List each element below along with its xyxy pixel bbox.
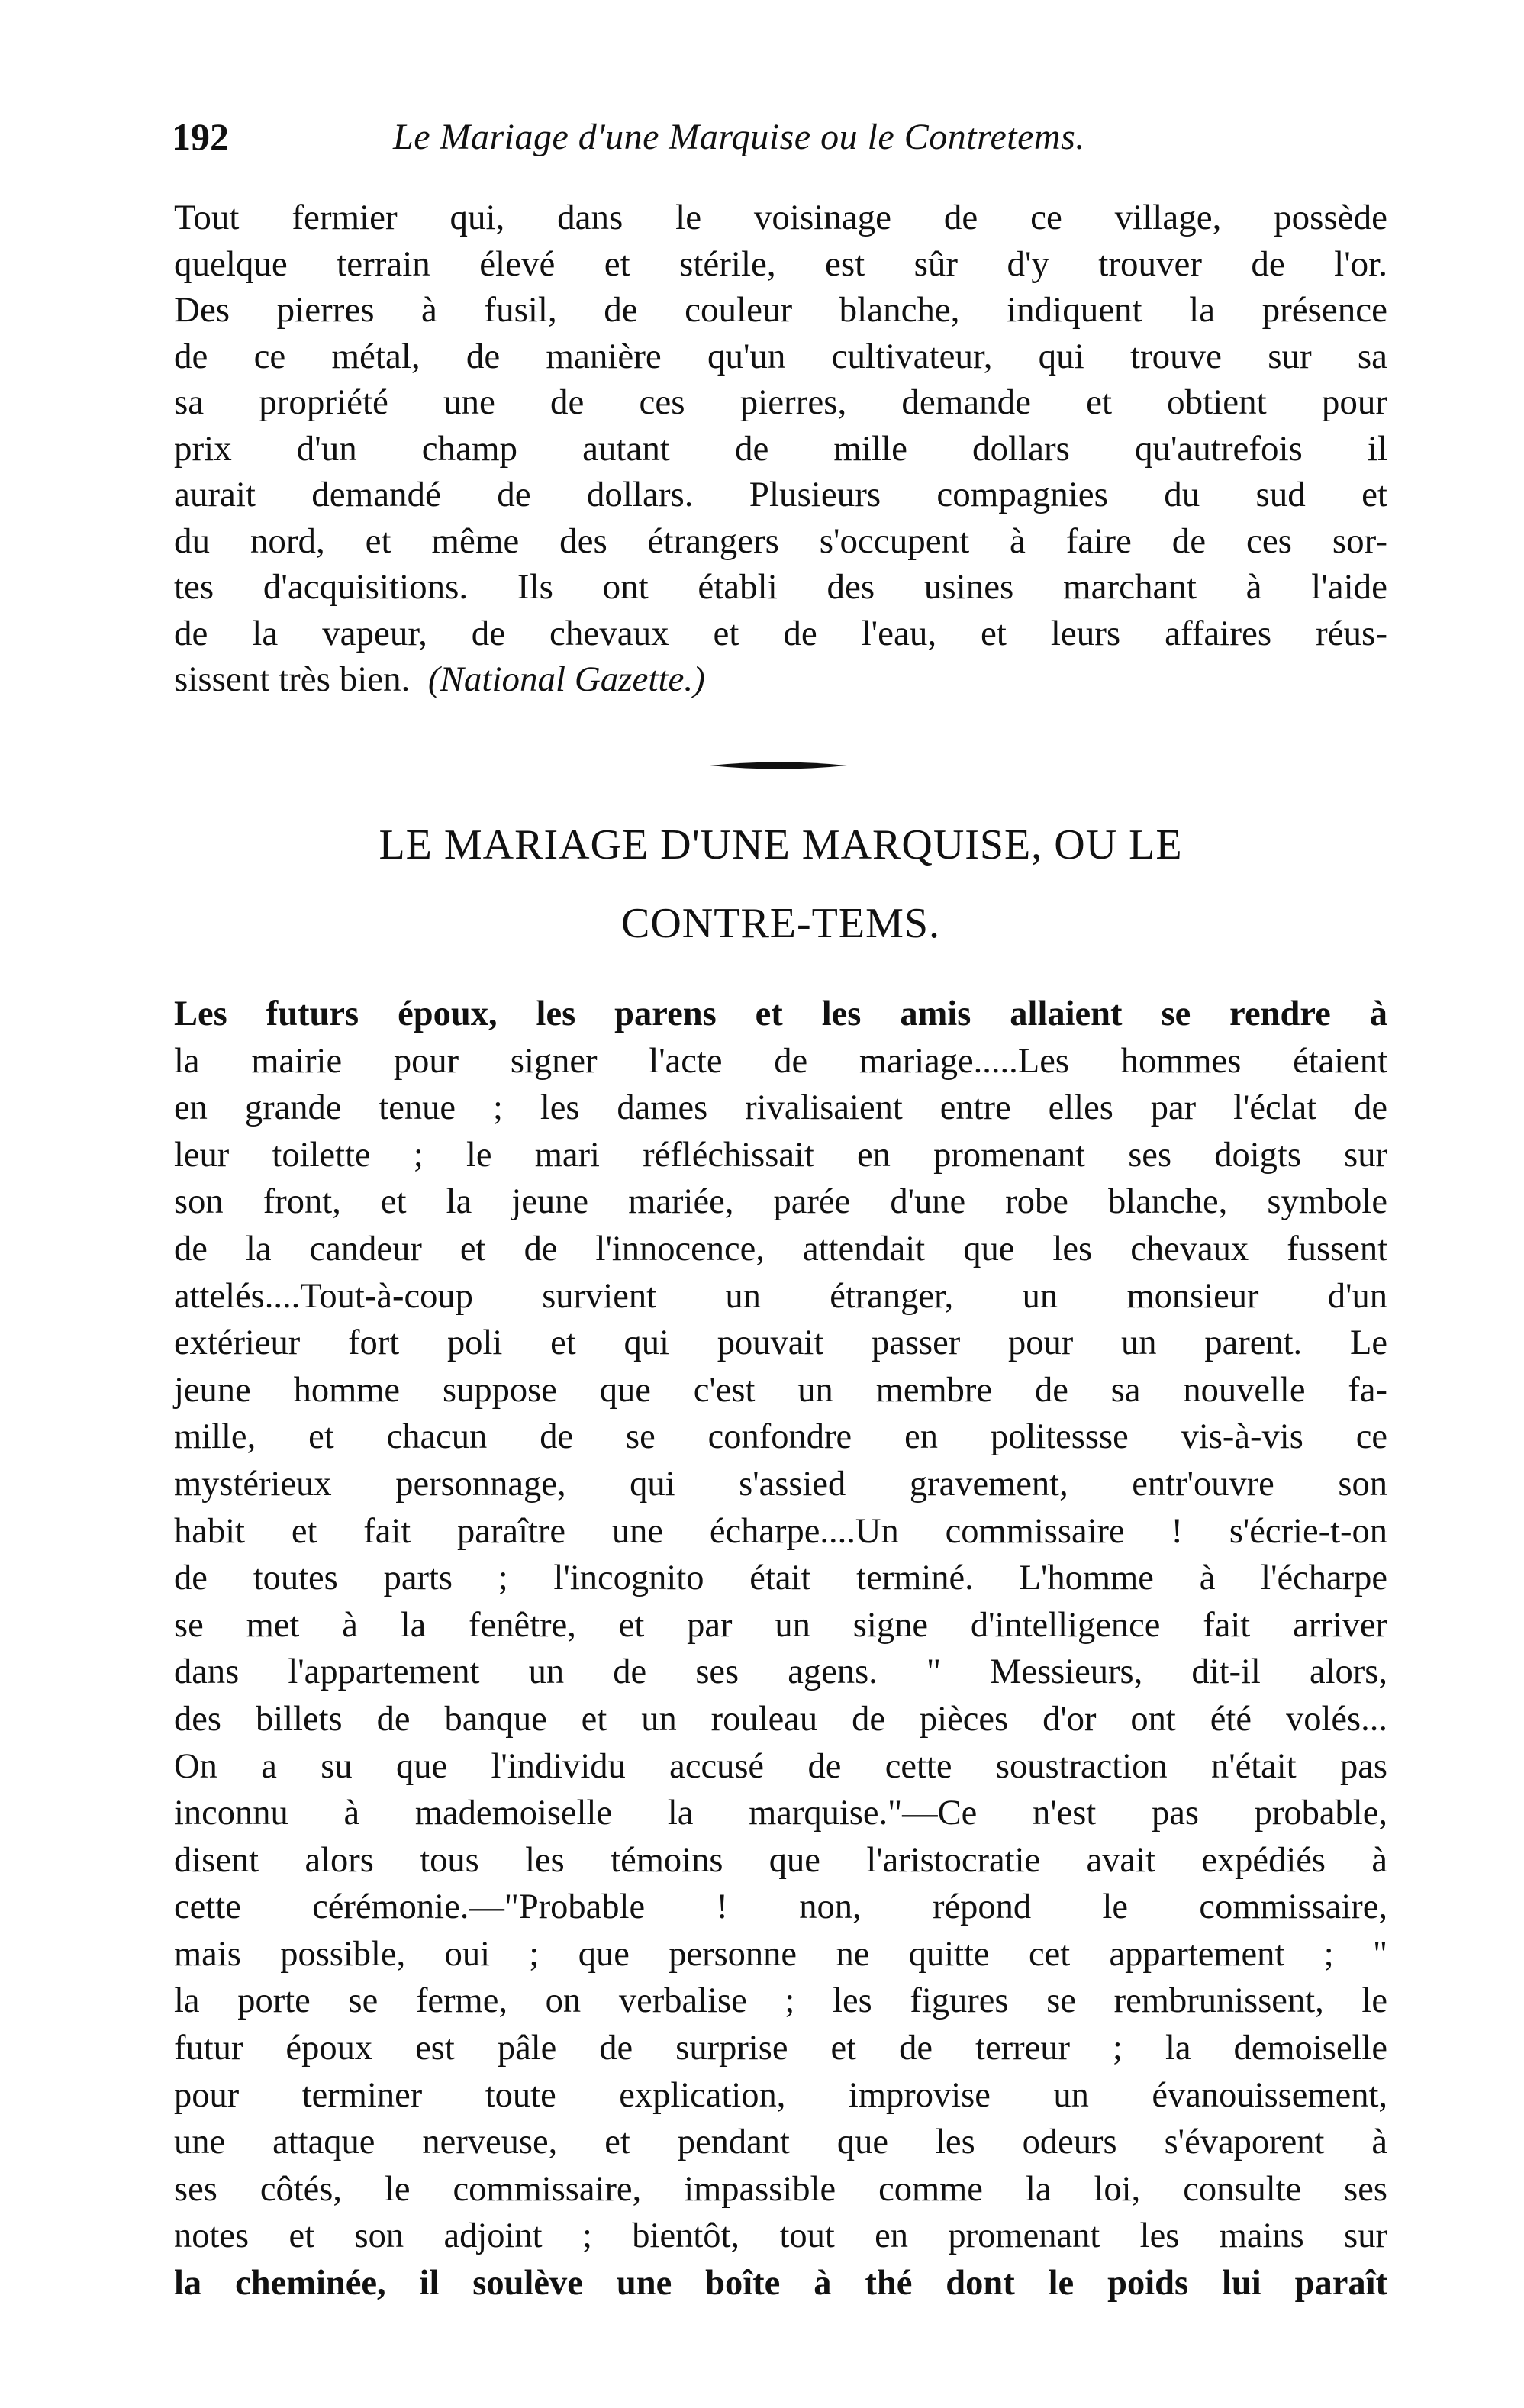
text-line: de toutes parts ; l'incognito était terminé. L'homme à l'écharpe	[174, 1559, 1387, 1598]
text-line: de la candeur et de l'innocence, attendait que les chevaux fussent	[174, 1229, 1387, 1268]
text-line-last	[174, 656, 1387, 703]
last-line-text: sissent très bien.	[174, 659, 411, 699]
text-line: mille, et chacun de se confondre en politessse vis-à-vis ce	[174, 1417, 1387, 1457]
text-line: en grande tenue ; les dames rivalisaient entre elles par l'éclat de	[174, 1088, 1387, 1128]
running-title: Le Mariage d'une Marquise ou le Contretems.	[393, 117, 1085, 157]
text-line: dans l'appartement un de ses agens. " Messieurs, dit-il alors,	[174, 1652, 1387, 1692]
section-title-line-1: LE MARIAGE D'UNE MARQUISE, OU LE	[379, 821, 1183, 869]
text-line: du nord, et même des étrangers s'occupent à faire de ces sor-	[174, 521, 1387, 561]
text-line: inconnu à mademoiselle la marquise."—Ce n'est pas probable,	[174, 1794, 1387, 1833]
text-line: disent alors tous les témoins que l'aristocratie avait expédiés à	[174, 1840, 1387, 1880]
page-number: 192	[172, 115, 229, 158]
paragraph-mariage	[174, 991, 1387, 2307]
text-line: une attaque nerveuse, et pendant que les odeurs s'évaporent à	[174, 2123, 1387, 2162]
text-line: se met à la fenêtre, et par un signe d'intelligence fait arriver	[174, 1605, 1387, 1645]
text-line: Les futurs époux, les parens et les amis allaient se rendre à	[174, 994, 1387, 1033]
text-line: tes d'acquisitions. Ils ont établi des usines marchant à l'aide	[174, 567, 1387, 607]
ornament-rule	[706, 754, 851, 777]
text-line: leur toilette ; le mari réfléchissait en promenant ses doigts sur	[174, 1135, 1387, 1175]
text-line: Des pierres à fusil, de couleur blanche, indiquent la présence	[174, 290, 1387, 330]
text-line: mais possible, oui ; que personne ne quitte cet appartement ; "	[174, 1934, 1387, 1974]
text-line: des billets de banque et un rouleau de pièces d'or ont été volés...	[174, 1699, 1387, 1739]
text-line: quelque terrain élevé et stérile, est sûr d'y trouver de l'or.	[174, 243, 1387, 284]
text-line: pour terminer toute explication, improvise un évanouissement,	[174, 2075, 1387, 2115]
text-line: prix d'un champ autant de mille dollars qu'autrefois il	[174, 428, 1387, 469]
text-line: mystérieux personnage, qui s'assied gravement, entr'ouvre son	[174, 1464, 1387, 1504]
text-line: futur époux est pâle de surprise et de terreur ; la demoiselle	[174, 2029, 1387, 2068]
text-line: cette cérémonie.—"Probable ! non, répond le commissaire,	[174, 1887, 1387, 1927]
section-title-line-2: CONTRE-TEMS.	[621, 900, 940, 947]
paragraph-national-gazette	[174, 195, 1387, 703]
text-line: la mairie pour signer l'acte de mariage.....Les hommes étaient	[174, 1041, 1387, 1081]
text-line: la cheminée, il soulève une boîte à thé dont le poids lui paraît	[174, 2264, 1387, 2303]
running-head	[172, 114, 1393, 168]
text-line: ses côtés, le commissaire, impassible comme la loi, consulte ses	[174, 2169, 1387, 2209]
text-line: sa propriété une de ces pierres, demande et obtient pour	[174, 382, 1387, 422]
text-line: de ce métal, de manière qu'un cultivateur, qui trouve sur sa	[174, 336, 1387, 376]
text-line: jeune homme suppose que c'est un membre de sa nouvelle fa-	[174, 1370, 1387, 1410]
text-line: aurait demandé de dollars. Plusieurs compagnies du sud et	[174, 475, 1387, 514]
citation: (National Gazette.)	[427, 659, 705, 699]
text-line: habit et fait paraître une écharpe....Un commissaire ! s'écrie-t-on	[174, 1511, 1387, 1551]
text-line: la porte se ferme, on verbalise ; les figures se rembrunissent, le	[174, 1981, 1387, 2021]
text-line: son front, et la jeune mariée, parée d'une robe blanche, symbole	[174, 1182, 1387, 1222]
text-line: extérieur fort poli et qui pouvait passer pour un parent. Le	[174, 1323, 1387, 1363]
text-line: On a su que l'individu accusé de cette soustraction n'était pas	[174, 1746, 1387, 1786]
text-line: de la vapeur, de chevaux et de l'eau, et leurs affaires réus-	[174, 613, 1387, 653]
text-line: notes et son adjoint ; bientôt, tout en promenant les mains sur	[174, 2216, 1387, 2256]
text-line: Tout fermier qui, dans le voisinage de ce village, possède	[174, 198, 1387, 237]
text-line: attelés....Tout-à-coup survient un étranger, un monsieur d'un	[174, 1276, 1387, 1316]
